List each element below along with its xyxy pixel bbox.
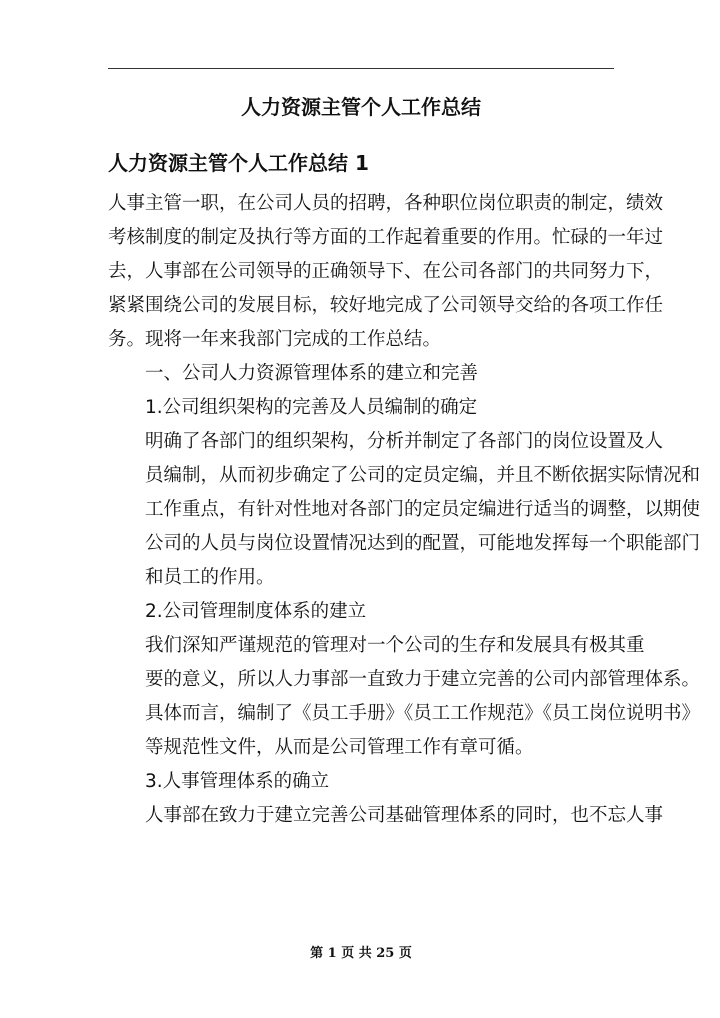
text-line: 公司的人员与岗位设置情况达到的配置，可能地发挥每一个职能部门 <box>145 533 701 554</box>
text-line: 2.公司管理制度体系的建立 <box>145 601 367 622</box>
text-line: 具体而言，编制了《员工手册》《员工工作规范》《员工岗位说明书》 <box>145 703 701 724</box>
text-line: 和员工的作用。 <box>145 567 275 588</box>
text-line: 工作重点，有针对性地对各部门的定员定编进行适当的调整，以期使 <box>145 499 701 520</box>
text-line: 3.人事管理体系的确立 <box>145 771 330 792</box>
paragraph <box>108 799 664 833</box>
paragraph <box>108 187 664 357</box>
text-line: 一、公司人力资源管理体系的建立和完善 <box>145 363 479 384</box>
text-line: 要的意义，所以人力事部一直致力于建立完善的公司内部管理体系。 <box>145 669 701 690</box>
paragraph <box>108 629 701 765</box>
text-line: 人事主管一职，在公司人员的招聘，各种职位岗位职责的制定，绩效 <box>108 193 664 214</box>
text-line: 明确了各部门的组织架构，分析并制定了各部门的岗位设置及人 <box>145 431 664 452</box>
page-footer: 第 1 页 共 25 页 <box>310 946 412 961</box>
text-line: 1.公司组织架构的完善及人员编制的确定 <box>145 397 478 418</box>
text-line: 去，人事部在公司领导的正确领导下、在公司各部门的共同努力下， <box>108 261 664 282</box>
text-line: 考核制度的制定及执行等方面的工作起着重要的作用。忙碌的一年过 <box>108 227 664 248</box>
text-line: 人事部在致力于建立完善公司基础管理体系的同时，也不忘人事 <box>145 805 664 826</box>
text-line: 等规范性文件，从而是公司管理工作有章可循。 <box>145 737 534 758</box>
text-line: 我们深知严谨规范的管理对一个公司的生存和发展具有极其重 <box>145 635 645 656</box>
paragraph <box>108 357 614 391</box>
paragraph <box>108 595 614 629</box>
paragraph <box>108 425 701 595</box>
document-body <box>108 187 701 833</box>
text-line: 员编制，从而初步确定了公司的定员定编，并且不断依据实际情况和 <box>145 465 701 486</box>
document-title: 人力资源主管个人工作总结 <box>241 95 481 119</box>
header-rule <box>108 68 614 69</box>
paragraph <box>108 391 614 425</box>
text-line: 务。现将一年来我部门完成的工作总结。 <box>108 329 442 350</box>
text-line: 紧紧围绕公司的发展目标，较好地完成了公司领导交给的各项工作任 <box>108 295 664 316</box>
section-heading: 人力资源主管个人工作总结 1 <box>108 151 369 175</box>
paragraph <box>108 765 614 799</box>
